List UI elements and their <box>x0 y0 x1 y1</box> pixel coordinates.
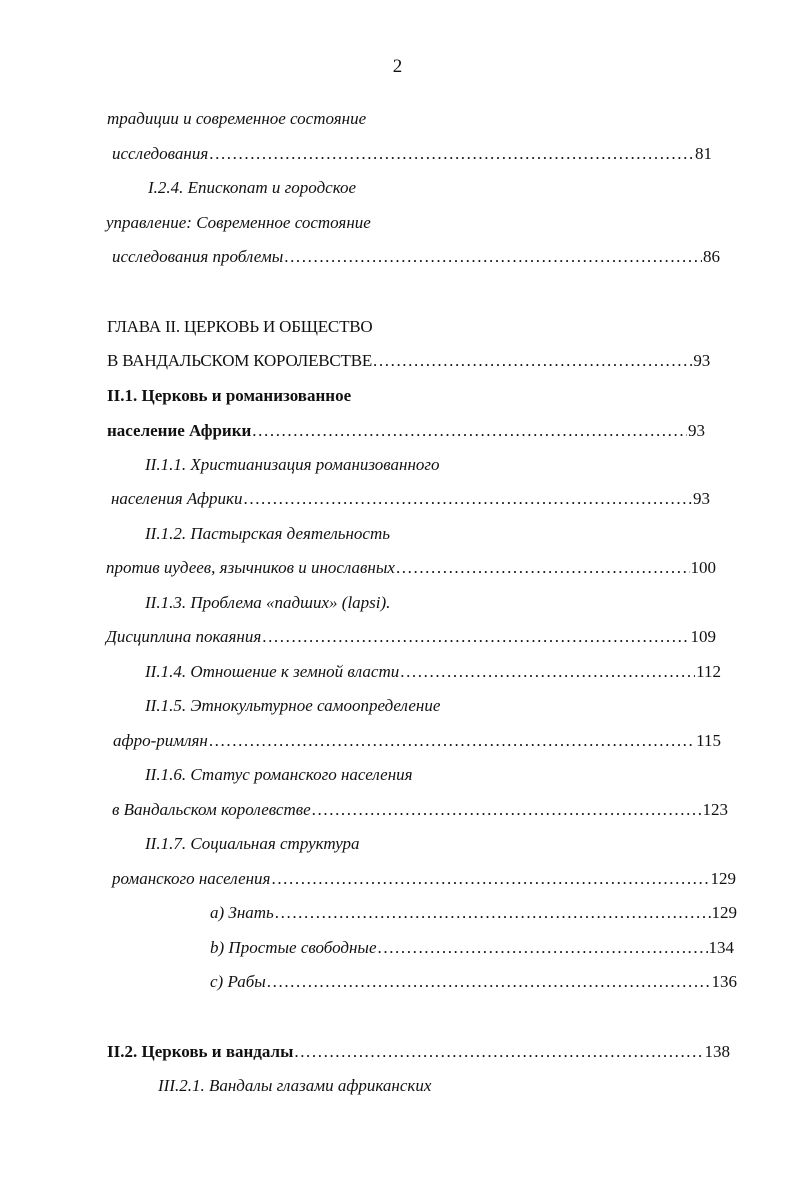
toc-entry-text: Дисциплина покаяния <box>106 627 262 646</box>
toc-page-number: 115 <box>696 731 721 750</box>
toc-page-number: 138 <box>704 1042 730 1061</box>
toc-line <box>145 764 413 786</box>
toc-line <box>145 523 390 545</box>
dot-leader <box>373 350 692 372</box>
toc-entry-text: a) Знать <box>210 903 274 922</box>
toc-line <box>145 454 440 476</box>
toc-section-title: II.2. Церковь и вандалы <box>107 1042 294 1061</box>
dot-leader <box>262 626 689 648</box>
toc-entry-text: II.1.5. Этнокультурное самоопределение <box>145 696 441 715</box>
toc-entry-text: III.2.1. Вандалы глазами африканских <box>158 1076 432 1095</box>
toc-page-number: 129 <box>710 869 736 888</box>
dot-leader <box>244 488 693 510</box>
toc-entry-text: I.2.4. Епископат и городское <box>148 178 357 197</box>
toc-chapter-line <box>107 350 710 372</box>
toc-line <box>158 1075 431 1097</box>
toc-line <box>112 246 720 268</box>
toc-entry-text: романского населения <box>112 869 271 888</box>
dot-leader <box>400 661 695 683</box>
toc-page-number: 136 <box>711 972 737 991</box>
toc-page-number: 86 <box>703 247 720 266</box>
page-number: 2 <box>392 56 403 77</box>
toc-page-number: 134 <box>708 938 734 957</box>
toc-section-title: население Африки <box>107 421 252 440</box>
toc-entry-text: в Вандальском королевстве <box>112 800 311 819</box>
toc-line <box>145 833 360 855</box>
toc-line <box>210 902 737 924</box>
toc-entry-text: II.1.2. Пастырская деятельность <box>145 524 390 543</box>
toc-entry-text: II.1.7. Социальная структура <box>145 834 360 853</box>
toc-chapter-title: ГЛАВА II. ЦЕРКОВЬ И ОБЩЕСТВО <box>107 317 373 336</box>
dot-leader <box>294 1041 703 1063</box>
toc-entry-text: населения Африки <box>111 489 243 508</box>
toc-section-line <box>107 420 705 442</box>
toc-line <box>106 212 371 234</box>
toc-page-number: 81 <box>695 144 712 163</box>
dot-leader <box>209 143 694 165</box>
toc-page-number: 129 <box>711 903 737 922</box>
toc-page-number: 93 <box>688 421 705 440</box>
toc-entry-text: c) Рабы <box>210 972 266 991</box>
toc-line <box>111 488 710 510</box>
toc-page-number: 112 <box>696 662 721 681</box>
toc-chapter-title: В ВАНДАЛЬСКОМ КОРОЛЕВСТВЕ <box>107 351 373 370</box>
toc-entry-text: против иудеев, язычников и инославных <box>106 558 395 577</box>
toc-entry-text: II.1.3. Проблема «падших» (lapsi). <box>145 593 391 612</box>
toc-line <box>145 592 390 614</box>
toc-entry-text: исследования проблемы <box>112 247 284 266</box>
toc-line <box>210 971 737 993</box>
dot-leader <box>275 902 711 924</box>
toc-line <box>145 695 440 717</box>
toc-entry-text: исследования <box>112 144 209 163</box>
toc-page-number: 100 <box>690 558 716 577</box>
toc-entry-text: II.1.4. Отношение к земной власти <box>145 662 400 681</box>
toc-line <box>112 799 728 821</box>
toc-line <box>145 661 721 683</box>
toc-line <box>148 177 356 199</box>
toc-entry-text: афро-римлян <box>113 731 208 750</box>
dot-leader <box>312 799 702 821</box>
toc-line <box>113 730 721 752</box>
toc-line <box>107 108 366 130</box>
dot-leader <box>284 246 702 268</box>
toc-page-number: 123 <box>702 800 728 819</box>
toc-section-line <box>107 385 351 407</box>
dot-leader <box>252 420 687 442</box>
toc-entry-text: традиции и современное состояние <box>107 109 367 128</box>
toc-line <box>106 626 716 648</box>
toc-section-title: II.1. Церковь и романизованное <box>107 386 352 405</box>
toc-line <box>210 937 734 959</box>
toc-chapter-line <box>107 316 372 338</box>
toc-entry-text: II.1.6. Статус романского населения <box>145 765 413 784</box>
toc-line <box>112 868 736 890</box>
dot-leader <box>378 937 708 959</box>
toc-line <box>112 143 712 165</box>
toc-entry-text: управление: Современное состояние <box>106 213 371 232</box>
toc-page-number: 93 <box>693 489 710 508</box>
toc-entry-text: II.1.1. Христианизация романизованного <box>145 455 440 474</box>
toc-entry-text: b) Простые свободные <box>210 938 377 957</box>
dot-leader <box>209 730 695 752</box>
toc-page-number: 109 <box>690 627 716 646</box>
toc-section-line <box>107 1041 730 1063</box>
toc-line <box>106 557 716 579</box>
dot-leader <box>267 971 711 993</box>
toc-page-number: 93 <box>693 351 710 370</box>
dot-leader <box>271 868 709 890</box>
dot-leader <box>396 557 690 579</box>
